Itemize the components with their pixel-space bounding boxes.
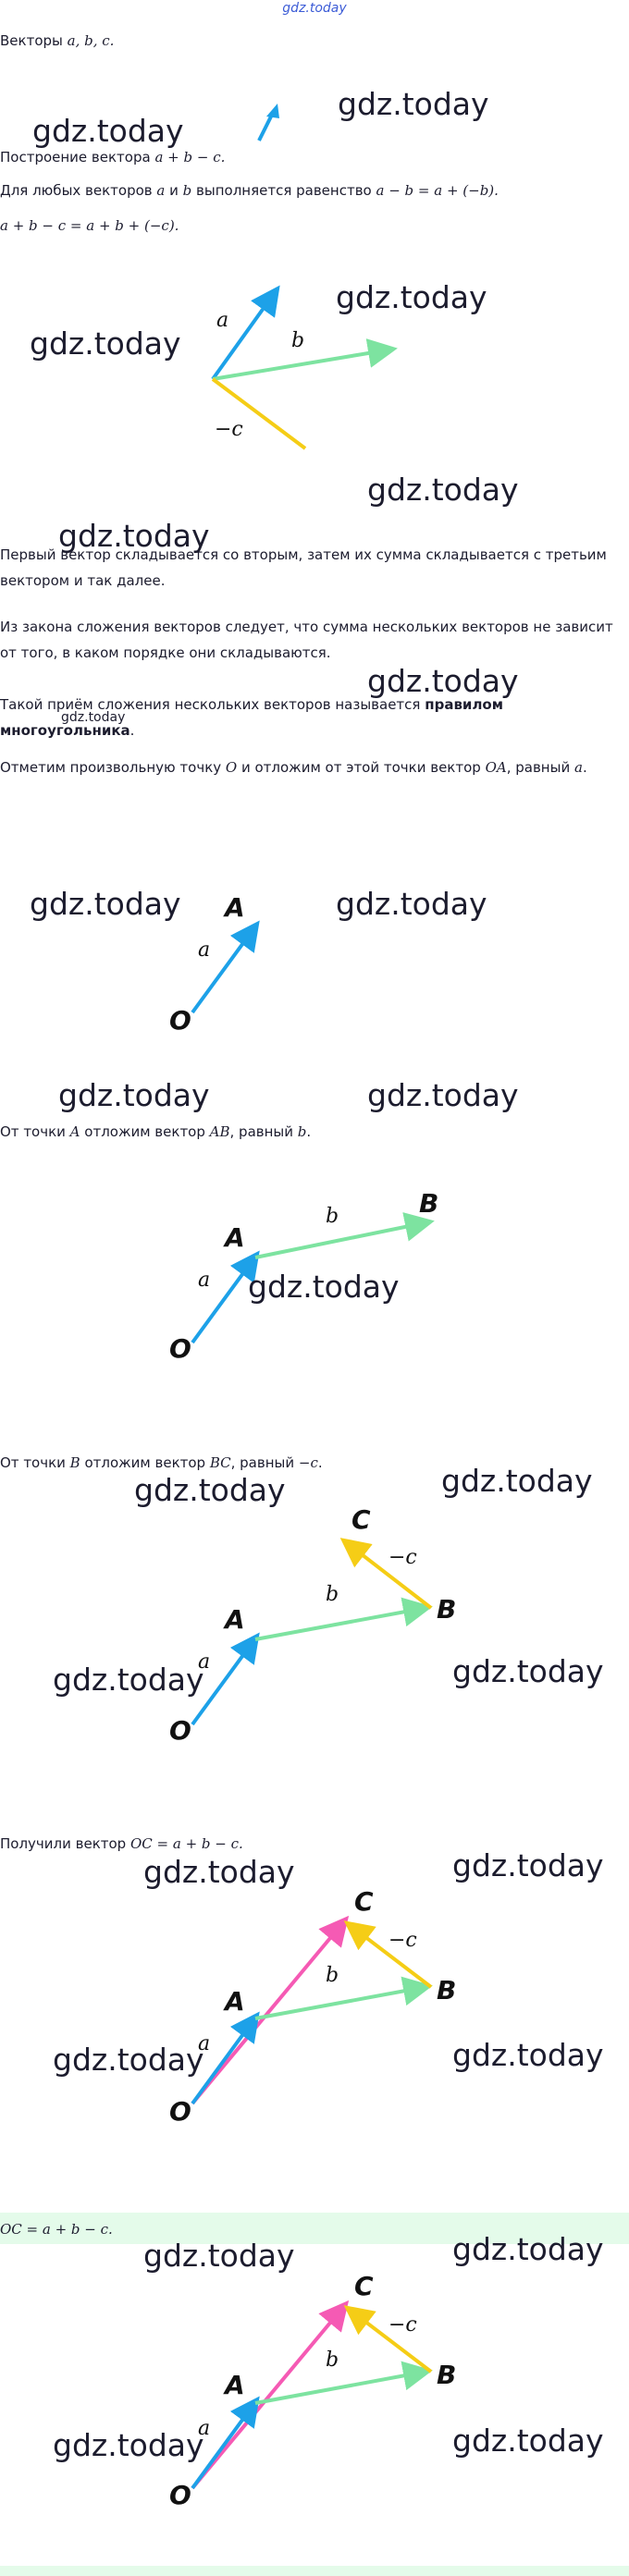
label-vector-b: b	[326, 1964, 339, 1987]
label-point-a: A	[225, 1986, 245, 2017]
label-vector-b: b	[291, 329, 305, 352]
watermark: gdz.today	[134, 1472, 286, 1508]
label-point-a: A	[225, 1604, 245, 1635]
label-point-o: O	[169, 2480, 191, 2510]
watermark: gdz.today	[367, 1077, 519, 1113]
watermark: gdz.today	[143, 2238, 295, 2274]
text-point-o: Отметим произвольную точку O и отложим от этой точки вектор OA, равный a.	[0, 759, 587, 776]
watermark: gdz.today	[452, 2231, 604, 2267]
figure-with-oc	[0, 1905, 629, 2108]
label-vector-a: a	[198, 1269, 211, 1292]
brand-header[interactable]: gdz.today	[282, 1, 347, 16]
text-vectors: Векторы a, b, c.	[0, 32, 115, 49]
watermark: gdz.today	[248, 1269, 400, 1305]
label-point-o: O	[169, 1715, 191, 1746]
text-point-a: От точки A отложим вектор AB, равный b.	[0, 1123, 312, 1140]
figure-three-vectors	[0, 277, 629, 462]
label-vector-b: b	[326, 1205, 339, 1228]
label-vector-a: a	[198, 2417, 211, 2440]
text-construction: Построение вектора a + b − c.	[0, 149, 226, 166]
watermark: gdz.today	[61, 710, 126, 725]
label-point-c: C	[354, 2271, 374, 2301]
watermark: gdz.today	[452, 1653, 604, 1689]
text-polygon-rule: Такой приём сложения нескольких векторов называется правилом многоугольника.	[0, 696, 503, 739]
watermark: gdz.today	[452, 2423, 604, 2459]
text-equality: Для любых векторов a и b выполняется равенство a − b = a + (−b).	[0, 182, 499, 199]
label-point-o: O	[169, 1005, 191, 1036]
label-point-b: B	[437, 1975, 457, 2006]
watermark: gdz.today	[336, 886, 487, 922]
label-vector-a: a	[198, 2032, 211, 2055]
text-final-formula: OC = a + b − c.	[0, 2221, 113, 2238]
watermark: gdz.today	[441, 1463, 593, 1499]
label-point-b: B	[437, 1594, 457, 1625]
label-vector-a: a	[198, 1650, 211, 1674]
watermark: gdz.today	[53, 2427, 204, 2463]
label-point-c: C	[354, 1886, 374, 1917]
watermark: gdz.today	[53, 2042, 204, 2078]
text-commutative: Из закона сложения векторов следует, что сумма нескольких векторов не зависит от того, в каком порядке они складываются.	[0, 619, 613, 661]
bottom-band	[0, 2566, 629, 2576]
label-point-c: C	[352, 1504, 371, 1535]
text-result: Получили вектор OC = a + b − c.	[0, 1835, 243, 1852]
watermark: gdz.today	[32, 113, 184, 149]
watermark: gdz.today	[58, 1077, 210, 1113]
watermark: gdz.today	[58, 518, 210, 554]
label-vector-minus-c: −c	[388, 1929, 417, 1952]
label-vector-minus-c: −c	[388, 2313, 417, 2337]
label-point-b: B	[437, 2360, 457, 2390]
figure-oa	[0, 906, 629, 1036]
watermark: gdz.today	[367, 663, 519, 699]
watermark: gdz.today	[367, 472, 519, 508]
label-vector-a: a	[216, 309, 229, 332]
label-vector-minus-c: −c	[215, 418, 243, 441]
watermark: gdz.today	[452, 1847, 604, 1883]
watermark: gdz.today	[53, 1662, 204, 1698]
label-point-b: B	[419, 1188, 439, 1219]
label-vector-b: b	[326, 2349, 339, 2372]
watermark: gdz.today	[30, 325, 181, 362]
label-point-o: O	[169, 1333, 191, 1364]
figure-oa-ab-bc	[0, 1526, 629, 1729]
label-vector-b: b	[326, 1583, 339, 1606]
watermark: gdz.today	[336, 279, 487, 315]
label-point-a: A	[225, 1222, 245, 1253]
label-vector-a: a	[198, 938, 211, 962]
text-equality-2: a + b − c = a + b + (−c).	[0, 217, 179, 234]
label-point-a: A	[225, 2370, 245, 2400]
watermark: gdz.today	[143, 1854, 295, 1890]
text-sum-rule: Первый вектор складывается со вторым, затем их сумма складывается с третьим вектором и так далее.	[0, 546, 607, 589]
text-point-b: От точки B отложим вектор BC, равный −c.	[0, 1454, 323, 1471]
label-point-a: A	[225, 892, 245, 923]
label-point-o: O	[169, 2096, 191, 2127]
watermark: gdz.today	[338, 86, 489, 122]
watermark: gdz.today	[30, 886, 181, 922]
label-vector-minus-c: −c	[388, 1546, 417, 1569]
watermark: gdz.today	[452, 2037, 604, 2073]
